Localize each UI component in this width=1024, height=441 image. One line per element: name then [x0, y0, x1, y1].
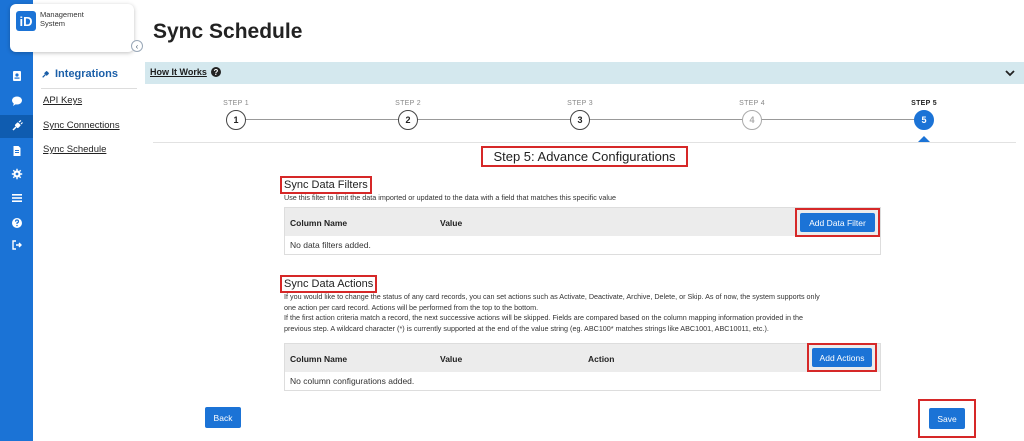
description-line: previous step. A wildcard character (*) is currently supported at the end of the value string (eg. ABC100* matches strings like ABC1001, ABC10011, etc.). [284, 323, 769, 333]
step-5[interactable] [894, 100, 954, 130]
actions-section-title: Sync Data Actions [280, 275, 377, 293]
chat-icon[interactable] [0, 91, 33, 111]
logo-text: Management System [40, 10, 84, 28]
how-it-works-label[interactable]: How It Works [150, 67, 207, 77]
help-icon[interactable] [0, 213, 33, 233]
filters-table [284, 207, 881, 255]
how-it-works-bar[interactable] [145, 62, 1024, 84]
step-circle[interactable]: 1 [226, 110, 246, 130]
subnav-item-sync-schedule[interactable]: Sync Schedule [43, 144, 107, 155]
column-header: Column Name [290, 218, 348, 228]
column-header: Value [440, 218, 463, 228]
column-header: Value [440, 354, 463, 364]
logout-icon[interactable] [0, 235, 33, 255]
step-title: Step 5: Advance Configurations [481, 146, 688, 167]
step-circle[interactable]: 4 [742, 110, 762, 130]
filters-description: Use this filter to limit the data imported or updated to the data with a field that matches this specific value [284, 193, 616, 202]
filters-section-title: Sync Data Filters [280, 176, 372, 194]
subnav-item-sync-connections[interactable]: Sync Connections [43, 120, 120, 131]
step-circle[interactable]: 2 [398, 110, 418, 130]
back-button[interactable]: Back [205, 407, 241, 428]
table-header [285, 208, 880, 236]
step-3[interactable] [550, 100, 610, 130]
logo-badge: iD [16, 11, 36, 31]
add-actions-button[interactable]: Add Actions [812, 348, 872, 367]
step-label: STEP 3 [567, 100, 593, 107]
document-icon[interactable] [0, 141, 33, 161]
step-circle[interactable]: 3 [570, 110, 590, 130]
chevron-down-icon[interactable] [1004, 67, 1016, 79]
step-label: STEP 4 [739, 100, 765, 107]
save-highlight [918, 399, 976, 438]
divider [41, 88, 137, 89]
step-circle[interactable]: 5 [914, 110, 934, 130]
actions-table [284, 343, 881, 391]
add-data-filter-button[interactable]: Add Data Filter [800, 213, 875, 232]
page-title: Sync Schedule [153, 20, 303, 43]
empty-state: No column configurations added. [290, 376, 415, 386]
list-icon[interactable] [0, 188, 33, 208]
plug-icon [41, 69, 51, 79]
add-data-filter-highlight [795, 208, 880, 237]
nav-rail [0, 0, 33, 441]
gear-icon[interactable] [0, 164, 33, 184]
subnav-heading [41, 68, 118, 80]
step-label: STEP 1 [223, 100, 249, 107]
step-4[interactable] [722, 100, 782, 130]
step-label: STEP 2 [395, 100, 421, 107]
add-actions-highlight [807, 343, 877, 372]
step-1[interactable] [206, 100, 266, 130]
description-line: one action per card record. Actions will be performed from the top to the bottom. [284, 302, 539, 312]
description-line: If the first action criteria match a record, the next successive actions will be skipped. Fields are compared based on the column mapping information provided in the [284, 313, 803, 322]
divider [153, 142, 1016, 143]
step-2[interactable] [378, 100, 438, 130]
table-header [285, 344, 880, 372]
subnav-heading-label: Integrations [55, 68, 118, 80]
save-button[interactable]: Save [929, 408, 965, 429]
column-header: Action [588, 354, 615, 364]
actions-description [284, 292, 884, 334]
column-header: Column Name [290, 354, 348, 364]
empty-state: No data filters added. [290, 240, 371, 250]
step-label: STEP 5 [911, 100, 937, 107]
app-logo[interactable] [10, 4, 134, 52]
question-icon: ? [211, 67, 221, 77]
description-line: If you would like to change the status of any card records, you can set actions such as Activate, Deactivate, Archive, Delete, or Skip. As of now, the system supports only [284, 292, 820, 301]
badge-icon[interactable] [0, 66, 33, 86]
collapse-sidebar-icon[interactable]: ‹ [131, 40, 143, 52]
subnav-item-api-keys[interactable]: API Keys [43, 95, 83, 106]
plug-icon[interactable] [0, 116, 33, 136]
